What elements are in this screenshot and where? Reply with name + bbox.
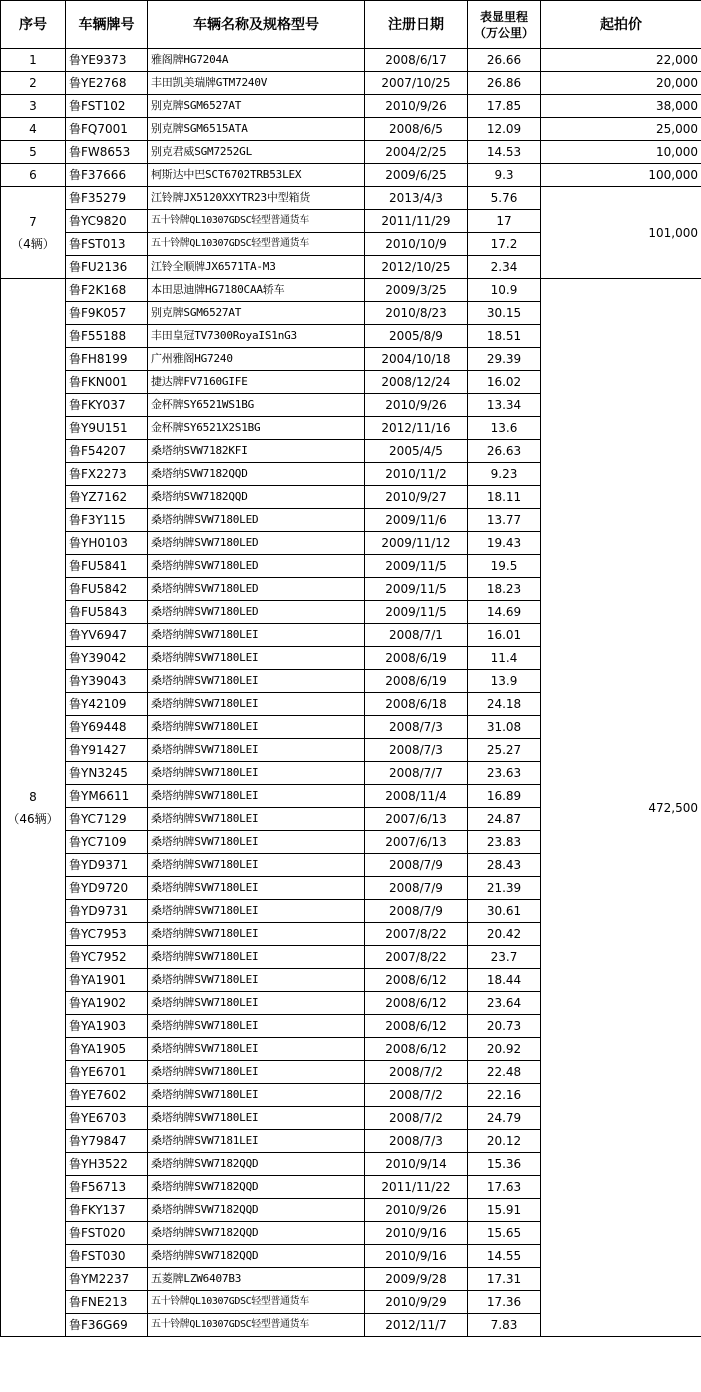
vehicle-name-cell: 桑塔纳牌SVW7180LEI [148,785,365,808]
reg-date-cell: 2013/4/3 [365,187,468,210]
reg-date-cell: 2008/6/12 [365,1038,468,1061]
reg-date-cell: 2009/11/6 [365,509,468,532]
reg-date-cell: 2010/9/26 [365,1199,468,1222]
reg-date-cell: 2007/6/13 [365,808,468,831]
vehicle-name-cell: 桑塔纳牌SVW7180LEI [148,923,365,946]
plate-cell: 鲁YE6701 [66,1061,148,1084]
mileage-cell: 23.63 [468,762,541,785]
vehicle-name-cell: 别克牌SGM6527AT [148,95,365,118]
vehicle-name-cell: 桑塔纳牌SVW7180LEI [148,854,365,877]
reg-date-cell: 2008/7/3 [365,1130,468,1153]
table-row [1,164,701,187]
mileage-cell: 17.36 [468,1291,541,1314]
reg-date-cell: 2008/6/17 [365,49,468,72]
reg-date-cell: 2008/6/18 [365,693,468,716]
plate-cell: 鲁FST030 [66,1245,148,1268]
mileage-cell: 17.2 [468,233,541,256]
mileage-cell: 7.83 [468,1314,541,1337]
reg-date-cell: 2010/8/23 [365,302,468,325]
mileage-cell: 15.65 [468,1222,541,1245]
vehicle-name-cell: 桑塔纳牌SVW7180LED [148,578,365,601]
plate-cell: 鲁YA1901 [66,969,148,992]
plate-cell: 鲁F36G69 [66,1314,148,1337]
plate-cell: 鲁YV6947 [66,624,148,647]
group-vehicle-count: （4辆） [11,236,55,251]
plate-cell: 鲁FST102 [66,95,148,118]
mileage-cell: 20.12 [468,1130,541,1153]
plate-cell: 鲁FX2273 [66,463,148,486]
vehicle-name-cell: 别克牌SGM6527AT [148,302,365,325]
table-row [1,118,701,141]
vehicle-name-cell: 桑塔纳牌SVW7182QQD [148,1153,365,1176]
vehicle-name-cell: 桑塔纳牌SVW7180LEI [148,831,365,854]
vehicle-name-cell: 五菱牌LZW6407B3 [148,1268,365,1291]
vehicle-name-cell: 桑塔纳牌SVW7180LEI [148,670,365,693]
reg-date-cell: 2005/8/9 [365,325,468,348]
reg-date-cell: 2008/6/19 [365,647,468,670]
table-row [1,279,701,302]
vehicle-name-cell: 五十铃牌QL10307GDSC轻型普通货车 [148,1291,365,1314]
reg-date-cell: 2010/9/29 [365,1291,468,1314]
mileage-cell: 11.4 [468,647,541,670]
mileage-cell: 23.64 [468,992,541,1015]
mileage-cell: 19.5 [468,555,541,578]
vehicle-name-cell: 桑塔纳SVW7182QQD [148,486,365,509]
vehicle-name-cell: 五十铃牌QL10307GDSC轻型普通货车 [148,233,365,256]
reg-date-cell: 2008/12/24 [365,371,468,394]
mileage-cell: 29.39 [468,348,541,371]
seq-cell: 6 [1,164,66,187]
mileage-cell: 17.85 [468,95,541,118]
plate-cell: 鲁Y91427 [66,739,148,762]
plate-cell: 鲁YD9371 [66,854,148,877]
mileage-cell: 30.61 [468,900,541,923]
mileage-cell: 15.91 [468,1199,541,1222]
vehicle-name-cell: 丰田凯美瑞牌GTM7240V [148,72,365,95]
plate-cell: 鲁YM2237 [66,1268,148,1291]
mileage-cell: 10.9 [468,279,541,302]
mileage-cell: 14.55 [468,1245,541,1268]
vehicle-name-cell: 桑塔纳牌SVW7180LED [148,601,365,624]
reg-date-cell: 2008/7/9 [365,854,468,877]
reg-date-cell: 2011/11/29 [365,210,468,233]
mileage-cell: 24.79 [468,1107,541,1130]
vehicle-name-cell: 桑塔纳牌SVW7181LEI [148,1130,365,1153]
mileage-cell: 15.36 [468,1153,541,1176]
plate-cell: 鲁FKN001 [66,371,148,394]
reg-date-cell: 2007/8/22 [365,923,468,946]
mileage-cell: 12.09 [468,118,541,141]
vehicle-name-cell: 桑塔纳SVW7182KFI [148,440,365,463]
vehicle-name-cell: 柯斯达中巴SCT6702TRB53LEX [148,164,365,187]
header-plate: 车辆牌号 [66,1,148,49]
vehicle-name-cell: 江铃牌JX5120XXYTR23中型箱货 [148,187,365,210]
plate-cell: 鲁Y79847 [66,1130,148,1153]
reg-date-cell: 2009/11/5 [365,555,468,578]
seq-cell: 2 [1,72,66,95]
vehicle-name-cell: 桑塔纳牌SVW7180LED [148,509,365,532]
vehicle-name-cell: 桑塔纳牌SVW7180LEI [148,739,365,762]
plate-cell: 鲁F56713 [66,1176,148,1199]
mileage-cell: 18.23 [468,578,541,601]
mileage-cell: 24.18 [468,693,541,716]
reg-date-cell: 2008/6/5 [365,118,468,141]
reg-date-cell: 2010/10/9 [365,233,468,256]
reg-date-cell: 2012/11/7 [365,1314,468,1337]
vehicle-name-cell: 桑塔纳牌SVW7180LEI [148,762,365,785]
plate-cell: 鲁F9K057 [66,302,148,325]
reg-date-cell: 2008/7/2 [365,1061,468,1084]
price-cell: 10,000 [541,141,701,164]
vehicle-name-cell: 桑塔纳牌SVW7180LEI [148,1107,365,1130]
mileage-cell: 31.08 [468,716,541,739]
plate-cell: 鲁FU5842 [66,578,148,601]
vehicle-name-cell: 桑塔纳牌SVW7180LEI [148,900,365,923]
vehicle-name-cell: 别克牌SGM6515ATA [148,118,365,141]
plate-cell: 鲁F55188 [66,325,148,348]
reg-date-cell: 2010/11/2 [365,463,468,486]
plate-cell: 鲁YA1902 [66,992,148,1015]
table-row [1,95,701,118]
vehicle-name-cell: 捷达牌FV7160GIFE [148,371,365,394]
plate-cell: 鲁FST013 [66,233,148,256]
reg-date-cell: 2008/7/7 [365,762,468,785]
header-name: 车辆名称及规格型号 [148,1,365,49]
plate-cell: 鲁F54207 [66,440,148,463]
vehicle-name-cell: 桑塔纳牌SVW7180LEI [148,877,365,900]
mileage-cell: 22.48 [468,1061,541,1084]
mileage-cell: 19.43 [468,532,541,555]
reg-date-cell: 2009/3/25 [365,279,468,302]
seq-cell: 4 [1,118,66,141]
vehicle-name-cell: 桑塔纳牌SVW7180LEI [148,624,365,647]
vehicle-name-cell: 广州雅阁HG7240 [148,348,365,371]
header-seq: 序号 [1,1,66,49]
reg-date-cell: 2010/9/26 [365,394,468,417]
header-mileage-line2: （万公里） [473,25,534,40]
mileage-cell: 22.16 [468,1084,541,1107]
group-seq-cell [1,187,66,279]
vehicle-name-cell: 雅阁牌HG7204A [148,49,365,72]
mileage-cell: 26.63 [468,440,541,463]
vehicle-name-cell: 五十铃牌QL10307GDSC轻型普通货车 [148,1314,365,1337]
plate-cell: 鲁Y42109 [66,693,148,716]
plate-cell: 鲁YA1903 [66,1015,148,1038]
plate-cell: 鲁FQ7001 [66,118,148,141]
reg-date-cell: 2008/7/3 [365,716,468,739]
plate-cell: 鲁YN3245 [66,762,148,785]
plate-cell: 鲁FU5843 [66,601,148,624]
plate-cell: 鲁YC7109 [66,831,148,854]
vehicle-name-cell: 桑塔纳SVW7182QQD [148,463,365,486]
vehicle-name-cell: 桑塔纳牌SVW7180LED [148,555,365,578]
vehicle-name-cell: 桑塔纳牌SVW7182QQD [148,1245,365,1268]
plate-cell: 鲁Y69448 [66,716,148,739]
mileage-cell: 17 [468,210,541,233]
group-price-cell: 101,000 [541,187,701,279]
vehicle-name-cell: 桑塔纳牌SVW7180LEI [148,1084,365,1107]
reg-date-cell: 2008/6/12 [365,969,468,992]
plate-cell: 鲁YD9720 [66,877,148,900]
plate-cell: 鲁YE2768 [66,72,148,95]
reg-date-cell: 2010/9/14 [365,1153,468,1176]
vehicle-name-cell: 桑塔纳牌SVW7182QQD [148,1222,365,1245]
plate-cell: 鲁YC7952 [66,946,148,969]
reg-date-cell: 2008/6/12 [365,992,468,1015]
plate-cell: 鲁FST020 [66,1222,148,1245]
mileage-cell: 5.76 [468,187,541,210]
mileage-cell: 16.89 [468,785,541,808]
table-header [1,1,701,49]
reg-date-cell: 2005/4/5 [365,440,468,463]
group-seq-number: 7 [29,214,37,229]
header-date: 注册日期 [365,1,468,49]
reg-date-cell: 2008/7/2 [365,1107,468,1130]
plate-cell: 鲁FKY037 [66,394,148,417]
mileage-cell: 16.02 [468,371,541,394]
plate-cell: 鲁FKY137 [66,1199,148,1222]
plate-cell: 鲁Y39043 [66,670,148,693]
reg-date-cell: 2009/11/5 [365,578,468,601]
mileage-cell: 14.69 [468,601,541,624]
vehicle-name-cell: 桑塔纳牌SVW7180LEI [148,1038,365,1061]
mileage-cell: 26.86 [468,72,541,95]
reg-date-cell: 2008/6/12 [365,1015,468,1038]
reg-date-cell: 2012/11/16 [365,417,468,440]
mileage-cell: 23.7 [468,946,541,969]
group-seq-number: 8 [29,789,37,804]
mileage-cell: 20.92 [468,1038,541,1061]
vehicle-name-cell: 五十铃牌QL10307GDSC轻型普通货车 [148,210,365,233]
vehicle-name-cell: 桑塔纳牌SVW7180LED [148,532,365,555]
reg-date-cell: 2010/9/26 [365,95,468,118]
group-vehicle-count: （46辆） [7,811,59,826]
mileage-cell: 30.15 [468,302,541,325]
plate-cell: 鲁YC7129 [66,808,148,831]
vehicle-name-cell: 桑塔纳牌SVW7180LEI [148,1015,365,1038]
mileage-cell: 26.66 [468,49,541,72]
reg-date-cell: 2008/6/19 [365,670,468,693]
reg-date-cell: 2012/10/25 [365,256,468,279]
plate-cell: 鲁Y9U151 [66,417,148,440]
vehicle-name-cell: 别克君威SGM7252GL [148,141,365,164]
mileage-cell: 14.53 [468,141,541,164]
plate-cell: 鲁FU5841 [66,555,148,578]
reg-date-cell: 2009/6/25 [365,164,468,187]
mileage-cell: 13.77 [468,509,541,532]
reg-date-cell: 2004/10/18 [365,348,468,371]
vehicle-name-cell: 本田思迪牌HG7180CAA轿车 [148,279,365,302]
mileage-cell: 2.34 [468,256,541,279]
mileage-cell: 9.23 [468,463,541,486]
plate-cell: 鲁YE6703 [66,1107,148,1130]
price-cell: 20,000 [541,72,701,95]
mileage-cell: 20.42 [468,923,541,946]
mileage-cell: 9.3 [468,164,541,187]
mileage-cell: 25.27 [468,739,541,762]
reg-date-cell: 2004/2/25 [365,141,468,164]
vehicle-name-cell: 桑塔纳牌SVW7180LEI [148,647,365,670]
plate-cell: 鲁YC7953 [66,923,148,946]
plate-cell: 鲁F3Y115 [66,509,148,532]
mileage-cell: 28.43 [468,854,541,877]
mileage-cell: 18.11 [468,486,541,509]
vehicle-name-cell: 桑塔纳牌SVW7180LEI [148,808,365,831]
vehicle-name-cell: 江铃全顺牌JX6571TA-M3 [148,256,365,279]
mileage-cell: 17.31 [468,1268,541,1291]
mileage-cell: 13.6 [468,417,541,440]
price-cell: 25,000 [541,118,701,141]
reg-date-cell: 2008/11/4 [365,785,468,808]
reg-date-cell: 2011/11/22 [365,1176,468,1199]
vehicle-name-cell: 桑塔纳牌SVW7180LEI [148,946,365,969]
mileage-cell: 21.39 [468,877,541,900]
mileage-cell: 23.83 [468,831,541,854]
price-cell: 100,000 [541,164,701,187]
vehicle-name-cell: 桑塔纳牌SVW7180LEI [148,992,365,1015]
group-seq-cell [1,279,66,1337]
header-mileage-line1: 表显里程 [479,9,528,24]
plate-cell: 鲁Y39042 [66,647,148,670]
price-cell: 38,000 [541,95,701,118]
mileage-cell: 18.44 [468,969,541,992]
reg-date-cell: 2008/7/1 [365,624,468,647]
reg-date-cell: 2008/7/2 [365,1084,468,1107]
table-row [1,49,701,72]
vehicle-name-cell: 桑塔纳牌SVW7182QQD [148,1199,365,1222]
plate-cell: 鲁FW8653 [66,141,148,164]
plate-cell: 鲁F2K168 [66,279,148,302]
plate-cell: 鲁F35279 [66,187,148,210]
plate-cell: 鲁F37666 [66,164,148,187]
mileage-cell: 17.63 [468,1176,541,1199]
mileage-cell: 16.01 [468,624,541,647]
vehicle-name-cell: 桑塔纳牌SVW7180LEI [148,1061,365,1084]
plate-cell: 鲁YE7602 [66,1084,148,1107]
plate-cell: 鲁YA1905 [66,1038,148,1061]
price-cell: 22,000 [541,49,701,72]
table-body [1,49,701,1337]
vehicle-name-cell: 金杯牌SY6521X2S1BG [148,417,365,440]
seq-cell: 3 [1,95,66,118]
reg-date-cell: 2007/6/13 [365,831,468,854]
vehicle-name-cell: 桑塔纳牌SVW7180LEI [148,969,365,992]
vehicle-name-cell: 桑塔纳牌SVW7182QQD [148,1176,365,1199]
plate-cell: 鲁YE9373 [66,49,148,72]
plate-cell: 鲁YC9820 [66,210,148,233]
seq-cell: 1 [1,49,66,72]
plate-cell: 鲁YM6611 [66,785,148,808]
reg-date-cell: 2007/8/22 [365,946,468,969]
reg-date-cell: 2010/9/27 [365,486,468,509]
reg-date-cell: 2009/11/12 [365,532,468,555]
vehicle-name-cell: 桑塔纳牌SVW7180LEI [148,693,365,716]
vehicle-name-cell: 丰田皇冠TV7300RoyaIS1nG3 [148,325,365,348]
mileage-cell: 13.34 [468,394,541,417]
table-row [1,141,701,164]
vehicle-name-cell: 金杯牌SY6521WS1BG [148,394,365,417]
table-row [1,187,701,210]
group-price-cell: 472,500 [541,279,701,1337]
mileage-cell: 18.51 [468,325,541,348]
plate-cell: 鲁YD9731 [66,900,148,923]
reg-date-cell: 2008/7/9 [365,900,468,923]
reg-date-cell: 2007/10/25 [365,72,468,95]
plate-cell: 鲁YH0103 [66,532,148,555]
mileage-cell: 24.87 [468,808,541,831]
vehicle-name-cell: 桑塔纳牌SVW7180LEI [148,716,365,739]
mileage-cell: 20.73 [468,1015,541,1038]
plate-cell: 鲁YZ7162 [66,486,148,509]
plate-cell: 鲁FNE213 [66,1291,148,1314]
plate-cell: 鲁FU2136 [66,256,148,279]
header-mileage [468,1,541,49]
reg-date-cell: 2010/9/16 [365,1245,468,1268]
header-price: 起拍价 [541,1,701,49]
mileage-cell: 13.9 [468,670,541,693]
header-row [1,1,701,49]
reg-date-cell: 2010/9/16 [365,1222,468,1245]
reg-date-cell: 2008/7/3 [365,739,468,762]
reg-date-cell: 2009/9/28 [365,1268,468,1291]
table-row [1,72,701,95]
reg-date-cell: 2009/11/5 [365,601,468,624]
plate-cell: 鲁FH8199 [66,348,148,371]
plate-cell: 鲁YH3522 [66,1153,148,1176]
reg-date-cell: 2008/7/9 [365,877,468,900]
seq-cell: 5 [1,141,66,164]
